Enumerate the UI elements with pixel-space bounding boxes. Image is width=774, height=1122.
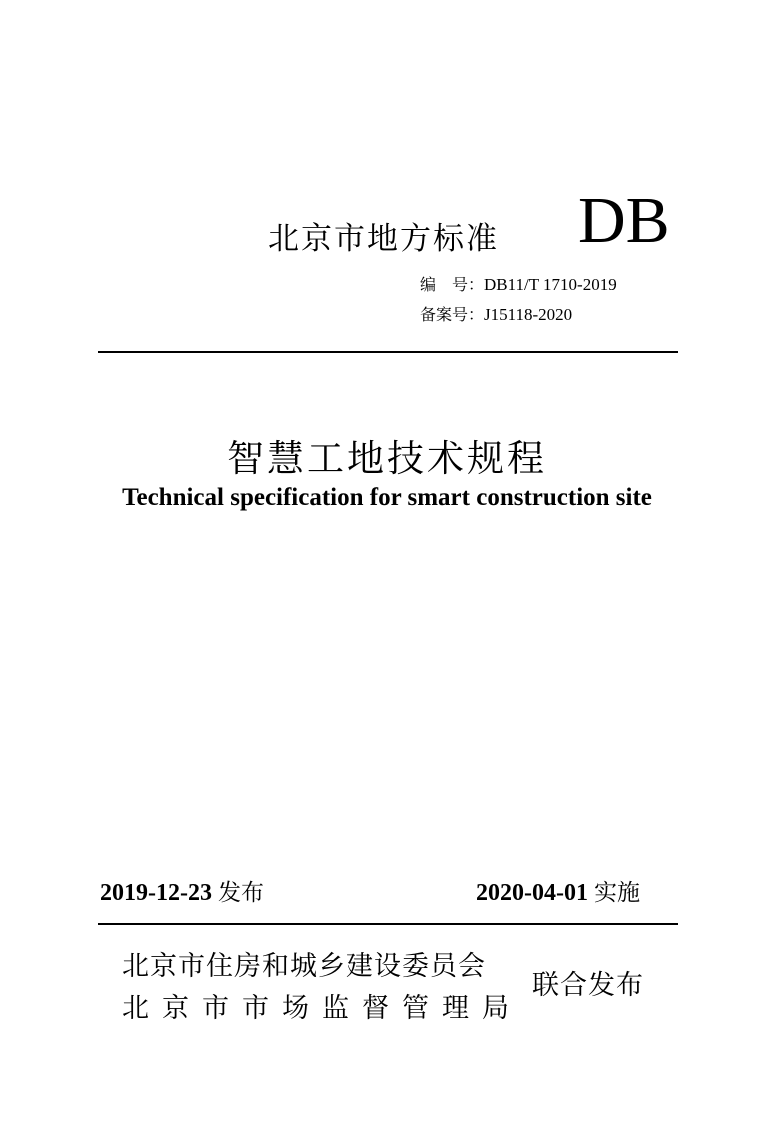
bottom-divider xyxy=(98,923,678,925)
standard-type-heading: 北京市地方标准 xyxy=(268,221,499,257)
implementation-date-value: 2020-04-01 xyxy=(476,880,588,906)
implementation-date-line xyxy=(476,874,640,907)
standard-code-value: DB11/T 1710-2019 xyxy=(484,275,617,294)
issue-date-value: 2019-12-23 xyxy=(100,880,212,906)
record-number-label: 备案号： xyxy=(420,305,485,324)
document-title-zh: 智慧工地技术规程 xyxy=(227,437,547,480)
issuer-housing-commission: 北京市住房和城乡建设委员会 xyxy=(122,951,486,982)
standard-code-line xyxy=(420,272,617,295)
issue-date-line xyxy=(100,874,264,907)
implementation-date-label: 实施 xyxy=(593,880,640,906)
issuer-market-supervision: 北京市市场监督管理局 xyxy=(122,993,522,1024)
issue-date-label: 发布 xyxy=(217,880,264,906)
record-number-line xyxy=(420,302,572,325)
record-number-value: J15118-2020 xyxy=(484,305,573,324)
document-title-en: Technical specification for smart construction site xyxy=(122,484,652,511)
joint-issue-label: 联合发布 xyxy=(532,970,644,1001)
db-logo: DB xyxy=(578,184,670,257)
standard-code-label: 编 号： xyxy=(420,275,485,294)
top-divider xyxy=(98,351,678,353)
